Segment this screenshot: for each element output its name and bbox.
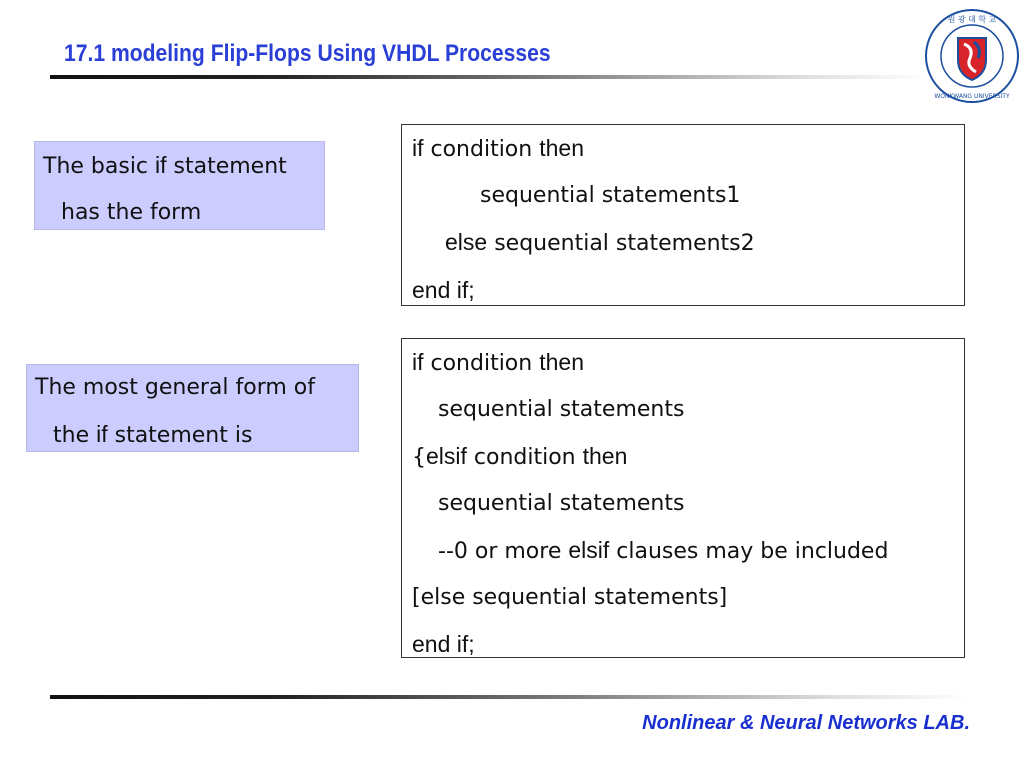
code-line: {elsif condition then [412,443,628,470]
code-line: [else sequential statements] [412,585,728,610]
code-line: end if; [412,631,475,657]
general-if-line-2: the if statement is [53,421,253,448]
basic-if-line-1: The basic if statement [43,152,287,179]
keyword-if: if [96,421,108,447]
general-if-label [26,364,359,452]
code-line: end if; [412,277,475,303]
code-line: --0 or more elsif clauses may be included [438,537,889,564]
svg-text:WONKWANG UNIVERSITY: WONKWANG UNIVERSITY [934,93,1010,100]
code-line: sequential statements [438,397,685,422]
code-line: sequential statements [438,491,685,516]
university-logo [924,8,1020,104]
title-divider [50,75,930,79]
basic-if-code-box [401,124,965,306]
general-if-line-1: The most general form of [35,375,315,400]
svg-text:원 광 대 학 교: 원 광 대 학 교 [947,15,997,24]
basic-if-label [34,141,325,230]
code-line: else sequential statements2 [445,229,755,256]
slide-title: 17.1 modeling Flip-Flops Using VHDL Processes [64,40,551,67]
basic-if-line-2: has the form [61,200,202,225]
keyword-if: if [155,152,167,178]
footer-lab-name: Nonlinear & Neural Networks LAB. [642,712,970,734]
code-line: sequential statements1 [480,183,741,208]
general-if-code-box [401,338,965,658]
code-line: if condition then [412,349,584,376]
code-line: if condition then [412,135,584,162]
footer-divider [50,695,970,699]
